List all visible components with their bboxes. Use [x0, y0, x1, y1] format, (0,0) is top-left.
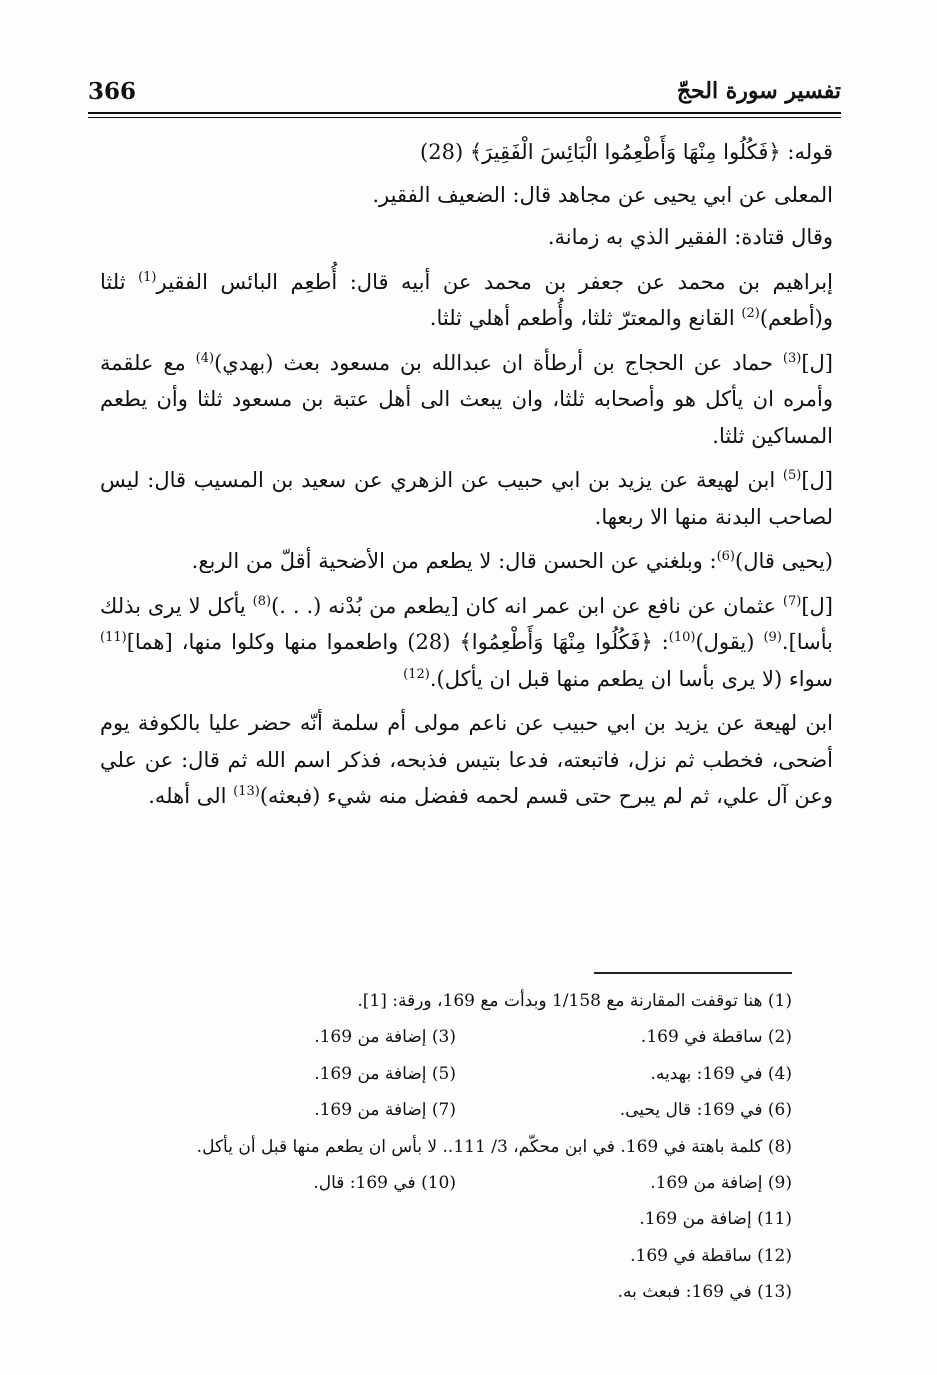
- footnote-ref[interactable]: (11): [100, 630, 127, 645]
- paragraph-text: حماد عن الحجاج بن أرطأة ان عبدالله بن مسعود بعث (بهدي): [214, 350, 783, 375]
- footnote-ref[interactable]: (1): [138, 269, 157, 285]
- header-rule: [88, 112, 841, 114]
- paragraph-mujahid: [100, 177, 833, 214]
- paragraph-text: ابن لهيعة عن يزيد بن ابي حبيب عن ناعم مولى أم سلمة أنّه حضر عليا بالكوفة يوم أضحى، فخطب ثم نزل، فاتبعته، فدعا بتيس فذبحه، فذكر اسم الله ثم قال: عن علي وعن آل علي، ثم لم يبرح حتى قسم لحمه ففضل منه شيء (فبعثه): [100, 711, 833, 808]
- paragraph-verse: [100, 134, 833, 171]
- footnote-ref[interactable]: (10): [668, 630, 696, 645]
- footnote-line: [120, 1056, 792, 1092]
- paragraph-text: الى أهله.: [148, 784, 234, 808]
- paragraph-yahya: [100, 543, 833, 580]
- footnote-4: (4) في 169: بهديه.: [650, 1063, 792, 1084]
- footnote-10: (10) في 169: قال.: [313, 1172, 456, 1193]
- paragraph-text: : وبلغني عن الحسن قال: لا يطعم من الأضحية أقلّ من الربع.: [191, 549, 717, 573]
- footnote-ref[interactable]: (9): [763, 630, 782, 645]
- paragraph-text: : ﴿فَكُلُوا مِنْهَا وَأَطْعِمُوا﴾ (28) واطعموا منها وكلوا منها، [هما]: [126, 630, 669, 654]
- footnote-ref[interactable]: (8): [252, 593, 272, 609]
- paragraph-text: سواء (لا يرى بأسا ان يطعم منها قبل ان يأكل).: [429, 666, 833, 691]
- footnote-11: (11) إضافة من 169.: [639, 1209, 792, 1230]
- paragraph-text: إبراهيم بن محمد عن جعفر بن محمد عن أبيه قال: أُطعِم البائس الفقير: [156, 269, 833, 294]
- footnote-ref[interactable]: (12): [403, 666, 430, 682]
- paragraph-text: القانع والمعترّ ثلثا، وأُطعم أهلي ثلثا.: [429, 306, 742, 330]
- footnote-1: (1) هنا توقفت المقارنة مع 1/158 وبدأت مع 169، ورقة: [1].: [357, 991, 792, 1011]
- footnote-8: (8) كلمة باهتة في 169. في ابن محكّم، 3/ 111.. لا بأس ان يطعم منها قبل أن يأكل.: [196, 1136, 792, 1157]
- footnote-line: [120, 1274, 792, 1310]
- running-title: تفسير سورة الحجّ: [676, 78, 841, 104]
- paragraph-hammad: [100, 345, 833, 455]
- paragraph-qatada: [100, 219, 833, 256]
- main-text: [100, 134, 833, 823]
- paragraph-text: (يحيى قال): [735, 549, 833, 573]
- source-siglum: [ل]: [801, 350, 833, 375]
- footnote-7: (7) إضافة من 169.: [314, 1100, 456, 1121]
- footnote-ref[interactable]: (2): [741, 306, 760, 321]
- paragraph-ibrahim: [100, 264, 833, 337]
- footnote-line: [120, 983, 792, 1019]
- footnote-ref[interactable]: (6): [716, 549, 735, 564]
- verse-text: قوله: ﴿فَكُلُوا مِنْهَا وَأَطْعِمُوا الْبَائِسَ الْفَقِيرَ﴾ (28): [420, 140, 833, 164]
- footnote-line: [120, 1238, 792, 1274]
- paragraph-text: مع علقمة وأمره ان يأكل هو وأصحابه ثلثا، وان يبعث الى أهل عتبة بن مسعود ثلثا وأن يطعم المساكين ثلثا.: [100, 350, 833, 448]
- footnote-line: [120, 1019, 792, 1055]
- paragraph-text: (يقول): [695, 630, 764, 654]
- footnote-ref[interactable]: (3): [782, 350, 802, 366]
- footnote-ref[interactable]: (5): [782, 468, 802, 483]
- footnote-line: [120, 1201, 792, 1237]
- paragraph-text: عثمان عن نافع عن ابن عمر انه كان [يطعم من بُدْنه (. . .): [271, 593, 783, 618]
- footnote-3: (3) إضافة من 169.: [314, 1027, 456, 1048]
- paragraph-text: ابن لهيعة عن يزيد بن ابي حبيب عن الزهري عن سعيد بن المسيب قال: ليس لصاحب البدنة منها الا ربعها.: [100, 468, 833, 529]
- source-siglum: [ل]: [801, 468, 833, 492]
- paragraph-text: ثلثا و(أطعم): [100, 269, 833, 330]
- running-head: [88, 78, 841, 108]
- paragraph-text: وقال قتادة: الفقير الذي به زمانة.: [547, 225, 833, 249]
- footnote-9: (9) إضافة من 169.: [650, 1172, 792, 1193]
- paragraph-text: يأكل لا يرى بذلك بأسا].: [100, 593, 833, 654]
- footnote-13: (13) في 169: فبعث به.: [617, 1282, 792, 1303]
- footnote-ref[interactable]: (7): [782, 593, 802, 609]
- footnote-6: (6) في 169: قال يحيى.: [619, 1100, 792, 1121]
- footnote-5: (5) إضافة من 169.: [314, 1063, 456, 1084]
- footnote-ref[interactable]: (4): [195, 350, 215, 366]
- footnote-2: (2) ساقطة في 169.: [640, 1027, 792, 1048]
- paragraph-ibn-lahia: [100, 462, 833, 535]
- paragraph-uthman: [100, 588, 833, 698]
- footnote-separator: [594, 972, 792, 974]
- footnote-ref[interactable]: (13): [233, 784, 260, 799]
- source-siglum: [ل]: [801, 593, 833, 618]
- footnote-line: [120, 1092, 792, 1128]
- footnotes: [120, 983, 792, 1311]
- header-rule-thin: [88, 117, 841, 118]
- page-number: 366: [88, 78, 137, 105]
- footnote-12: (12) ساقطة في 169.: [630, 1245, 792, 1266]
- paragraph-text: المعلى عن ابي يحيى عن مجاهد قال: الضعيف الفقير.: [372, 182, 833, 207]
- footnote-line: [120, 1129, 792, 1165]
- footnote-line: [120, 1165, 792, 1201]
- paragraph-nail: [100, 705, 833, 815]
